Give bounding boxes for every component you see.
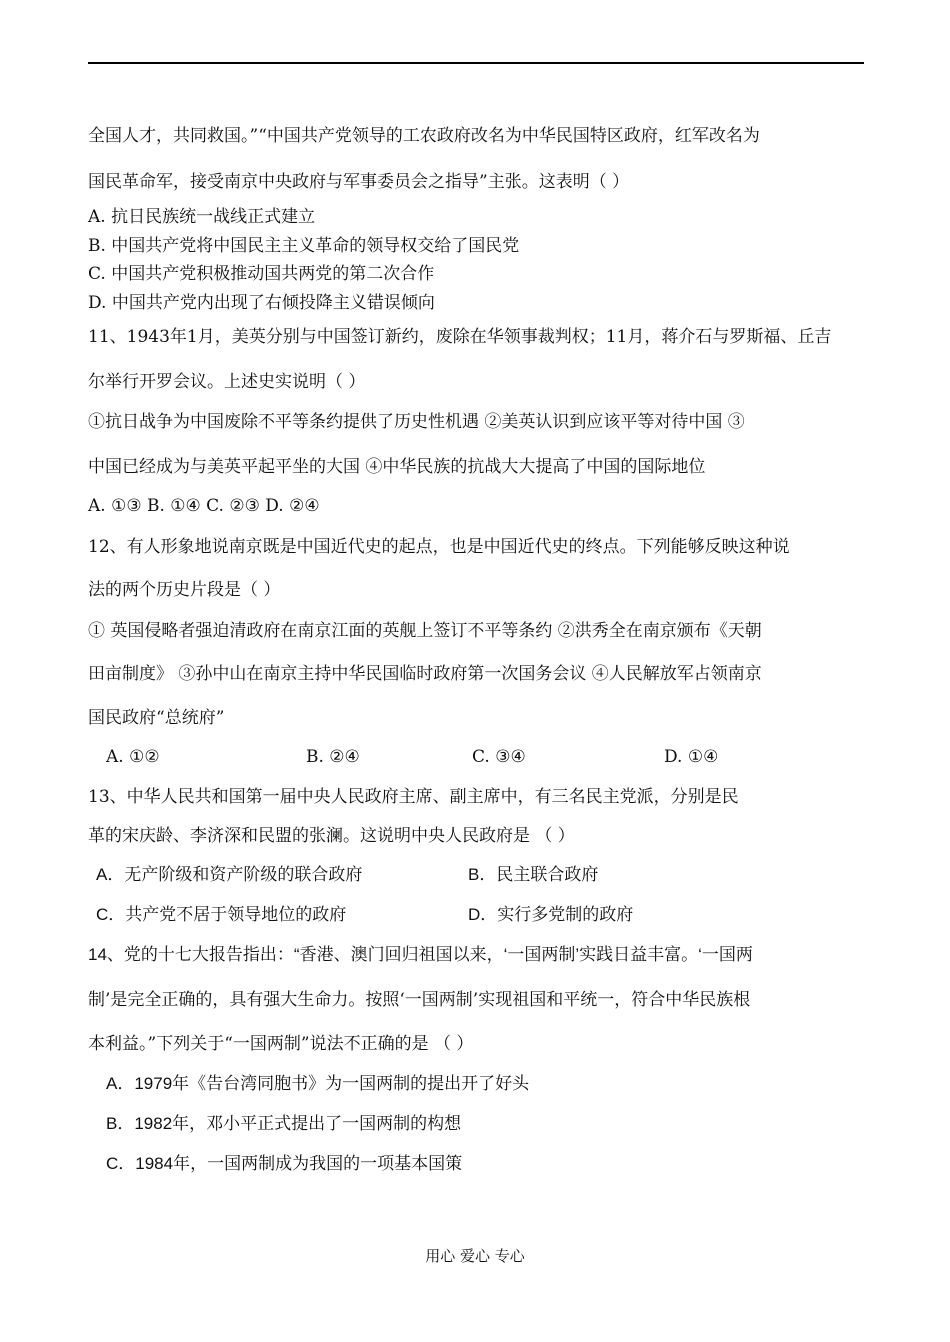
- q12-items-line-3: 国民政府“总统府”: [88, 708, 225, 728]
- q13-stem-line-1: 13、中华人民共和国第一届中央人民政府主席、副主席中，有三名民主党派，分别是民: [88, 787, 739, 807]
- q13-option-c: C．共产党不居于领导地位的政府: [96, 905, 347, 924]
- q14-stem-line-2: 制’是完全正确的，具有强大生命力。按照‘一国两制’实现祖国和平统一，符合中华民族根: [88, 990, 751, 1010]
- q11-options: A. ①③ B. ①④ C. ②③ D. ②④: [88, 496, 320, 516]
- header-rule: [88, 62, 864, 64]
- q10-stem-line-2: 国民革命军，接受南京中央政府与军事委员会之指导”主张。这表明（ ）: [88, 172, 630, 192]
- page-footer: 用心 爱心 专心: [425, 1247, 525, 1265]
- q13-option-a: A．无产阶级和资产阶级的联合政府: [96, 865, 363, 884]
- q13-stem-line-2: 革的宋庆龄、李济深和民盟的张澜。这说明中央人民政府是 （ ）: [88, 826, 575, 846]
- q11-items-line-1: ①抗日战争为中国废除不平等条约提供了历史性机遇 ②美英认识到应该平等对待中国 ③: [88, 412, 745, 432]
- q13-option-d: D．实行多党制的政府: [468, 905, 634, 924]
- q14-stem-line-3: 本利益。”下列关于“一国两制”说法不正确的是 （ ）: [88, 1034, 474, 1054]
- q13-option-b: B．民主联合政府: [468, 865, 599, 884]
- q10-option-b: B. 中国共产党将中国民主主义革命的领导权交给了国民党: [88, 236, 520, 256]
- q10-option-a: A. 抗日民族统一战线正式建立: [88, 207, 316, 227]
- q14-option-b: B．1982年，邓小平正式提出了一国两制的构想: [106, 1114, 462, 1133]
- q10-option-d: D. 中国共产党内出现了右倾投降主义错误倾向: [88, 293, 435, 313]
- q11-stem-line-2: 尔举行开罗会议。上述史实说明（ ）: [88, 372, 366, 392]
- q14-option-a: A．1979年《告台湾同胞书》为一国两制的提出开了好头: [106, 1074, 530, 1093]
- q12-items-line-1: ① 英国侵略者强迫清政府在南京江面的英舰上签订不平等条约 ②洪秀全在南京颁布《天朝: [88, 621, 762, 641]
- q12-stem-line-2: 法的两个历史片段是（ ）: [88, 580, 281, 600]
- q10-option-c: C. 中国共产党积极推动国共两党的第二次合作: [88, 264, 435, 284]
- q12-option-d: D. ①④: [664, 747, 719, 767]
- q12-option-a: A. ①②: [106, 747, 160, 767]
- q14-option-c: C．1984年，一国两制成为我国的一项基本国策: [106, 1154, 463, 1173]
- q11-items-line-2: 中国已经成为与美英平起平坐的大国 ④中华民族的抗战大大提高了中国的国际地位: [88, 457, 706, 477]
- q10-stem-line-1: 全国人才，共同救国。”“中国共产党领导的工农政府改名为中华民国特区政府，红军改名为: [88, 126, 760, 146]
- q12-items-line-2: 田亩制度》 ③孙中山在南京主持中华民国临时政府第一次国务会议 ④人民解放军占领南京: [88, 664, 762, 684]
- q11-stem-line-1: 11、1943年1月，美英分别与中国签订新约，废除在华领事裁判权；11月，蒋介石与罗斯福、丘吉: [88, 327, 832, 347]
- q12-option-c: C. ③④: [472, 747, 526, 767]
- q12-stem-line-1: 12、有人形象地说南京既是中国近代史的起点，也是中国近代史的终点。下列能够反映这种说: [88, 537, 790, 557]
- q12-option-b: B. ②④: [306, 747, 360, 767]
- q14-stem-line-1: 14、党的十七大报告指出：“香港、澳门回归祖国以来，‘一国两制’实践日益丰富。‘一国两: [88, 945, 753, 964]
